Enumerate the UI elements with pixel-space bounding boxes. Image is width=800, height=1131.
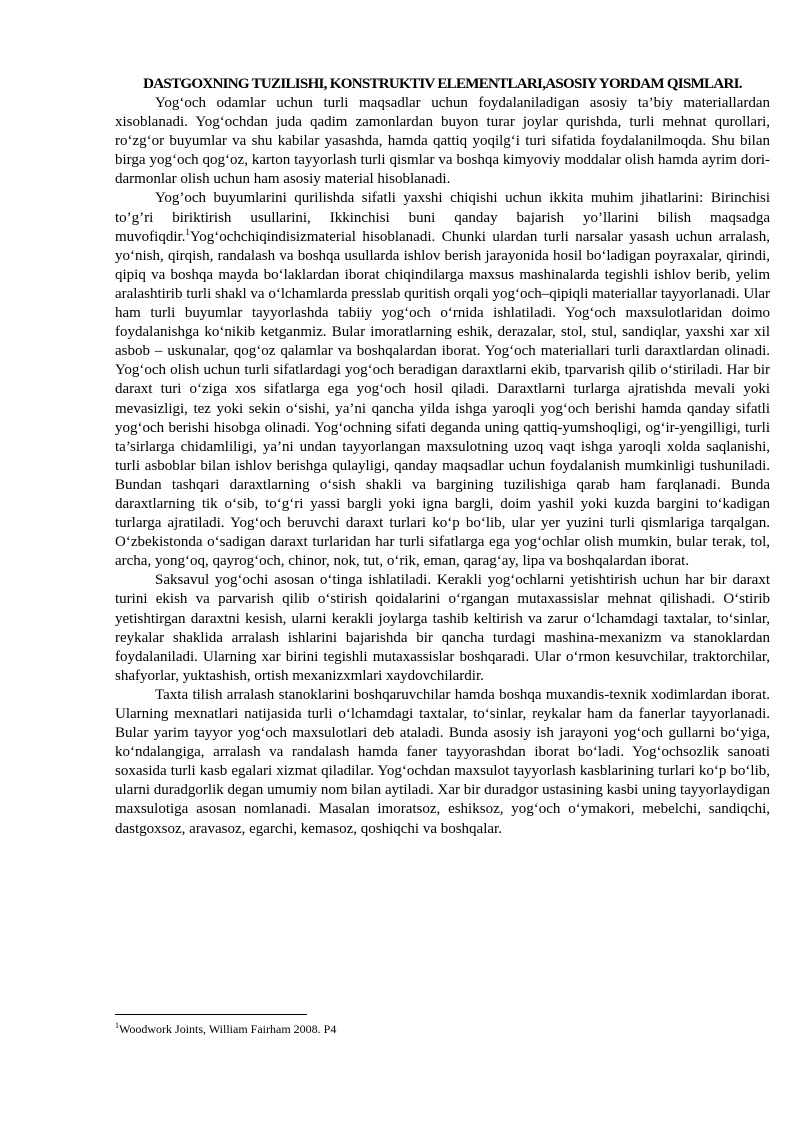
paragraph-saxaul: Saksavul yog‘ochi asosan o‘tinga ishlatiladi. Kerakli yog‘ochlarni yetishtirish uchun har bir daraxt turini ekish va parvarish qilib o‘stirish qoidalarini o‘rgangan mutaxassislar mehnat qilishadi. O‘stirib yetishtirgan daraxtni kesish, ularni kerakli joylarga tashib keltirish va zarur o‘lchamdagi taxtalar, to‘sinlar, reykalar shaklida arralash ishlarini bajarishda bir qancha turdagi mashina-mexanizm va stanoklardan foydalaniladi. Ularning xar birini tegishli mutaxassislar boshqaradi. Ular o‘rmon kesuvchilar, traktorchilar, shafyorlar, yuktashish, ortish mexanizxmlari xaydovchilardir. (115, 572, 770, 684)
paragraph-sawmill: Taxta tilish arralash stanoklarini boshqaruvchilar hamda boshqa muxandis-texnik xodimlardan iborat. Ularning mexnatlari natijasida turli o‘lchamdagi taxtalar, to‘sinlar, reykalar ham da fanerlar tayyorlanadi. Bular yarim tayyor yog‘och maxsulotlari deb ataladi. Bunda asosiy ish jarayoni yog‘och gullarni bo‘yiga, ko‘ndalangiga, arralash va randalash hamda faner tayyorashdan iborat bo‘ladi. Yog‘ochsozlik sanoati soxasida turli kasb egalari xizmat qiladilar. Yog‘ochdan maxsulot tayyorlash kasblarining turlari ko‘p bo‘lib, ularni duradgorlik degan umumiy nom bilan aytiladi. Xar bir duradgor ustasining kasbi uning tayyorlaydigan maxsulotiga asosan nomlanadi. Masalan imoratsoz, eshiksoz, yog‘och o‘ymakori, mebelchi, sandiqchi, dastgoxsoz, aravasoz, egarchi, kemasoz, qoshiqchi va boshqalar. (115, 686, 770, 837)
paragraph-wood-products (115, 189, 770, 571)
paragraph-body-text: Yog‘ochchiqindisizmaterial hisoblanadi. Chunki ulardan turli narsalar yasash uchun arralash, yo‘nish, qirqish, randalash va boshqa usullarda ishlov berish jarayonida hosil bo‘ladigan poyraxalar, qirindi, qipiq va boshqa mayda bo‘laklardan iborat chiqindilarga maxsus mashinalarda tegishli ishlov berib, yelim aralashtirib turli shakl va o‘lchamlarda presslab quritish orqali yog‘och–qipiqli materiallar tayyorlanadi. Ular ham turli buyumlar tayyorlashda tabiiy yog‘och o‘rnida ishlatiladi. Yog‘och maxsulotlaridan doimo foydalanishga ko‘nikib ketganmiz. Bular imoratlarning eshik, derazalar, stol, stul, sandiqlar, yaxshi xar xil asbob – uskunalar, qog‘oz qalamlar va boshqalardan iborat. Yog‘och materiallari turli daraxtlardan olinadi. Yog‘och olish uchun turli sifatlardagi yog‘och beradigan daraxtlarni ekib, tparvarish qilib o‘stiriladi. Har bir daraxt turi o‘ziga xos sifatlarga ega yog‘och hosil qiladi. Daraxtlarni turlarga ajratishda mevali yoki mevasizligi, tez yoki sekin o‘sishi, ya’ni qancha yilda ishga yaroqli yog‘och berishi hamda qanday sifatli yog‘och berishi hisobga olinadi. Yog‘ochning sifati deganda uning qattiq-yumshoqligi, og‘ir-yengilligi, turli ta’sirlarga chidamliligi, ya’ni undan tayyorlangan maxsulotning uzoq vaqt ishga yaroqli xolda saqlanishi, turli asboblar bilan ishlov berishga qulayligi, qanday maqsadlar uchun foydalanish mumkinligi tushuniladi. Bundan tashqari daraxtlarning o‘sish shakli va bargining tuzilishiga qarab ham farqlanadi. Bunda daraxtlarning tik o‘sib, to‘g‘ri yassi bargli yoki igna bargli, doim yashil yoki kuzda bargini to‘kadigan turlarga ajratiladi. Yog‘och beruvchi daraxt turlari ko‘p bo‘lib, ular yer yuzini turli qismlariga tarqalgan. O‘zbekistonda o‘sadigan daraxt turlaridan har turli sifatlarga ega yog‘ochlar olish mumkin, bular terak, tol, archa, yong‘oq, qayrog‘och, chinor, nok, tut, o‘rik, eman, qarag‘ay, lipa va boshqalardan iborat. (115, 228, 770, 570)
footnote-marker: 1 (115, 1021, 119, 1030)
document-page (115, 75, 770, 839)
footnote-text: Woodwork Joints, William Fairham 2008. P4 (119, 1022, 337, 1036)
paragraph-wood-material: Yog‘och odamlar uchun turli maqsadlar uchun foydalaniladigan asosiy ta’biy materiallardan xisoblanadi. Yog‘ochdan juda qadim zamonlardan buyon turar joylar qurishda, turli mehnat qurollari, ro‘zg‘or buyumlar va shu kabilar yasashda, hamda qattiq yoqilg‘i turi sifatida foydalanilmoqda. Shu bilan birga yog‘och qog‘oz, karton tayyorlash turli qismlar va boshqa kimyoviy moddalar olish hamda ayrim dori-darmonlar olish uchun ham asosiy material hisoblanadi. (115, 95, 770, 188)
paragraph-intro-text: Yog’och buyumlarini qurilishda sifatli yaxshi chiqishi uchun ikkita muhim jihatlarini: Birinchisi to’g’ri biriktirish usullarini, Ikkinchisi buni qanday bajarish yo’llarini bilish maqsadga muvofiqdir. (115, 190, 770, 245)
footnote-separator (115, 1014, 307, 1015)
footnote-reference[interactable]: 1 (185, 226, 190, 237)
document-title: DASTGOXNING TUZILISHI, KONSTRUKTIV ELEMENTLARI,ASOSIY YORDAM QISMLARI. (143, 76, 742, 92)
footnote (115, 1022, 336, 1036)
